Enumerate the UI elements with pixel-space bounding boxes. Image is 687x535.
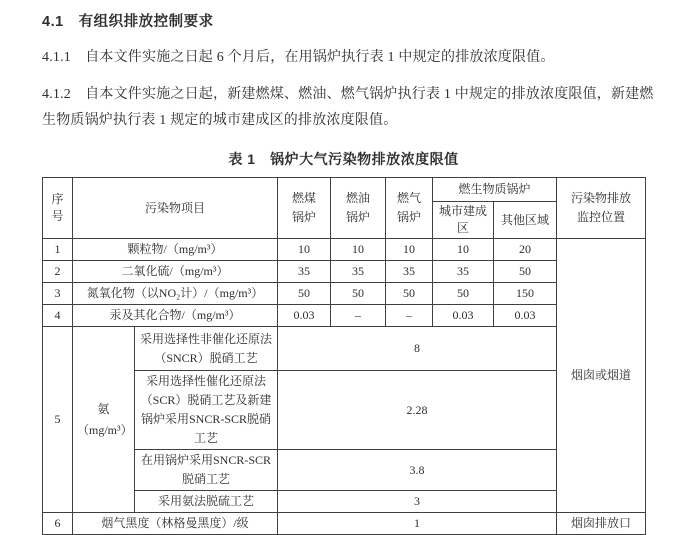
row-value-gas: 50 [386, 283, 433, 305]
ammonia-label-line: （mg/m³） [77, 422, 133, 437]
row-value-gas: – [386, 305, 433, 327]
ammonia-process: 采用选择性非催化还原法（SNCR）脱硝工艺 [135, 327, 278, 371]
row-seq: 2 [43, 261, 73, 283]
paragraph-4-1-2: 4.1.2 自本文件实施之日起，新建燃煤、燃油、燃气锅炉执行表 1 中规定的排放浓度限值，新建燃生物质锅炉执行表 1 规定的城市建成区的排放浓度限值。 [42, 87, 654, 128]
row-pollutant: 氮氧化物（以NO₂计）/（mg/m³） [73, 283, 278, 305]
row-value-biomass-other: 20 [494, 239, 557, 261]
row-seq-ammonia: 5 [43, 327, 73, 513]
row-seq: 3 [43, 283, 73, 305]
row-value-gas: 10 [386, 239, 433, 261]
row-value-coal: 50 [278, 283, 331, 305]
row-seq: 6 [43, 513, 73, 535]
ammonia-process: 采用选择性催化还原法（SCR）脱硝工艺及新建锅炉采用SNCR-SCR脱硝工艺 [135, 371, 278, 450]
row-seq: 1 [43, 239, 73, 261]
monitoring-position-outlet-cell: 烟囱排放口 [557, 513, 646, 535]
row-value-biomass-other: 50 [494, 261, 557, 283]
row-value-gas: 35 [386, 261, 433, 283]
header-biomass-group: 燃生物质锅炉 [433, 178, 557, 202]
row-value-oil: – [331, 305, 386, 327]
row-value-oil: 35 [331, 261, 386, 283]
row-value-biomass-urban: 50 [433, 283, 494, 305]
ammonia-label-cell [73, 327, 135, 513]
table-row-particulate [43, 239, 646, 261]
paragraph-4-1-1: 4.1.1 自本文件实施之日起 6 个月后，在用锅炉执行表 1 中规定的排放浓度限值。 [42, 50, 555, 65]
ammonia-process: 采用氨法脱硫工艺 [135, 491, 278, 513]
table-row-mercury [43, 305, 646, 327]
row-value-oil: 50 [331, 283, 386, 305]
row-value-oil: 10 [331, 239, 386, 261]
ammonia-process: 在用锅炉采用SNCR-SCR脱硝工艺 [135, 450, 278, 491]
row-value-biomass-urban: 10 [433, 239, 494, 261]
header-oil-line: 燃油 [346, 191, 371, 205]
header-biomass-other: 其他区域 [494, 202, 557, 239]
row-value-biomass-urban: 0.03 [433, 305, 494, 327]
header-urban-line: 区 [457, 221, 470, 235]
row-seq: 4 [43, 305, 73, 327]
row-pollutant: 颗粒物/（mg/m³） [73, 239, 278, 261]
header-coal-boiler [278, 178, 331, 239]
header-seq [43, 178, 73, 239]
row-value-biomass-other: 150 [494, 283, 557, 305]
header-position-line: 监控位置 [577, 210, 626, 224]
header-position-line: 污染物排放 [571, 191, 632, 205]
row-value-merged: 1 [278, 513, 557, 535]
row-value-coal: 10 [278, 239, 331, 261]
row-value-biomass-other: 0.03 [494, 305, 557, 327]
table-row-ammonia-sncr [43, 327, 646, 371]
header-coal-line: 锅炉 [292, 210, 317, 224]
header-monitoring-position [557, 178, 646, 239]
table-header-row-1 [43, 178, 646, 202]
header-gas-line: 燃气 [397, 191, 422, 205]
header-seq-line: 序 [51, 192, 64, 206]
monitoring-position-merged-cell: 烟囱或烟道 [557, 239, 646, 513]
ammonia-value: 3.8 [278, 450, 557, 491]
ammonia-value: 8 [278, 327, 557, 371]
row-value-biomass-urban: 35 [433, 261, 494, 283]
header-seq-line: 号 [51, 209, 64, 223]
ammonia-label-line: 氨 [97, 401, 110, 416]
header-oil-boiler [331, 178, 386, 239]
header-gas-line: 锅炉 [397, 210, 422, 224]
ammonia-value: 2.28 [278, 371, 557, 450]
header-biomass-urban [433, 202, 494, 239]
section-heading: 4.1 有组织排放控制要求 [42, 14, 214, 30]
table-row-nox [43, 283, 646, 305]
header-gas-boiler [386, 178, 433, 239]
header-oil-line: 锅炉 [346, 210, 371, 224]
emission-limits-table [42, 177, 646, 535]
table-row-blackness [43, 513, 646, 535]
ammonia-value: 3 [278, 491, 557, 513]
header-coal-line: 燃煤 [292, 191, 317, 205]
header-urban-line: 城市建成 [439, 204, 488, 218]
row-value-coal: 35 [278, 261, 331, 283]
table-title: 表 1 锅炉大气污染物排放浓度限值 [228, 151, 459, 167]
header-pollutant: 污染物项目 [73, 178, 278, 239]
row-pollutant: 二氧化硫/（mg/m³） [73, 261, 278, 283]
table-row-so2 [43, 261, 646, 283]
row-pollutant: 烟气黑度（林格曼黑度）/级 [73, 513, 278, 535]
row-value-coal: 0.03 [278, 305, 331, 327]
row-pollutant: 汞及其化合物/（mg/m³） [73, 305, 278, 327]
